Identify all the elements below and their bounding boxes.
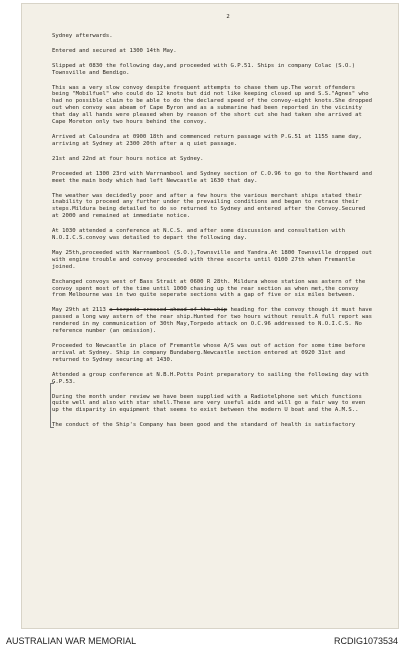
paragraph: Proceeded to Newcastle in place of Fremantle whose A/S was out of action for some time before arrival at Sydney. Ship in company Bundaberg.Newcastle section entered at 0920 31st and returned to Sydney securing at 1430.	[52, 343, 366, 363]
footer-institution: AUSTRALIAN WAR MEMORIAL	[6, 636, 137, 646]
struck-text: a torpedo crossed ahead of the ship	[109, 307, 228, 314]
paragraph: May 25th,proceeded with Warrnambool (S.O.),Townsville and Yandra.At 1800 Townsville dropped out with engine trouble and convoy proceeded with three escorts until 0100 27th when Fremantle joined.	[52, 249, 372, 270]
section-heading: Sydney afterwards.	[52, 32, 113, 39]
paragraph: During the month under review we have been supplied with a Radiotelphone set which functions quite well and also with star shell.These are very useful aids and will go a fair way to even up the disparity in equipment that seems to exist between the modern U boat and the A.M.S..	[52, 393, 366, 414]
paragraph: Exchanged convoys west of Bass Strait at 0600 R 28th. Mildura whose station was astern of the convoy spent most of the time until 1000 chasing up the rear section as when met,the convoy from Melbourne was in two quite seperate sections with a gap of five or six miles between.	[52, 278, 366, 299]
paragraph-lead: May 29th at 2113	[52, 307, 110, 314]
footer-record-id: RCDIG1073534	[333, 636, 398, 646]
report-body	[52, 14, 374, 437]
paragraph-rest: heading for the convoy though it must have passed a long way astern of the rear ship.Hunted for two hours without result.A full report was rendered in my communication of 30th May,Torpedo attack on O.C.96 addressed to N.O.I.C.S. No reference number (an omission).	[52, 307, 372, 335]
paragraph: At 1030 attended a conference at N.C.S. and after some discussion and consultation with N.O.I.C.S.convoy was detailed to depart the following day.	[52, 228, 345, 242]
paragraph: This was a very slow convoy despite frequent attempts to chase them up.The worst offenders being "Mobilfuel" who could do 12 knots but did not like keeping closed up and S.S."Agnes" who had no possible claim to be able to do the declared speed of the convoy-eight knots.She dropped out when convoy was abeam of Cape Byron and as a submarine had been reported in the vicinity that day all hands were pleased when by reason of the short cut she had taken she arrived at Cape Moreton only two hours behind the convoy.	[52, 84, 372, 126]
paragraph: Attended a group conference at N.B.H.Potts Point preparatory to sailing the following day with G.P.53.	[52, 371, 369, 385]
paragraph: 21st and 22nd at four hours notice at Sydney.	[52, 155, 204, 162]
paragraph: Proceeded at 1300 23rd with Warrnambool and Sydney section of C.O.96 to go to the Northward and meet the main body which had left Newcastle at 1630 that day.	[52, 170, 372, 184]
paragraph: Entered and secured at 1300 14th May.	[52, 47, 177, 54]
page-number: 2	[226, 14, 230, 20]
paragraph: Slipped at 0830 the following day,and proceeded with G.P.51. Ships in company Colac (S.O.) Townsville and Bendigo.	[52, 62, 356, 76]
paragraph-torpedo-attack	[52, 307, 374, 335]
paragraph: Arrived at Caloundra at 0900 18th and commenced return passage with P.G.51 at 1155 same day, arriving at Sydney at 2300 20th after a q uiet passage.	[52, 133, 362, 147]
pencil-margin-bracket	[50, 383, 54, 428]
paragraph: The conduct of the Ship's Company has been good and the standard of health is satisfactory	[52, 422, 356, 429]
archive-footer	[0, 636, 404, 650]
paragraph: The weather was decidedly poor and after a few hours the various merchant ships stated their inability to proceed any further under the prevailing conditions and began to retrace their steps.Mildura being detailed to do so returned to Sydney and entered after the Convoy.Secured at 2000 and remained at immediate notice.	[52, 192, 366, 220]
